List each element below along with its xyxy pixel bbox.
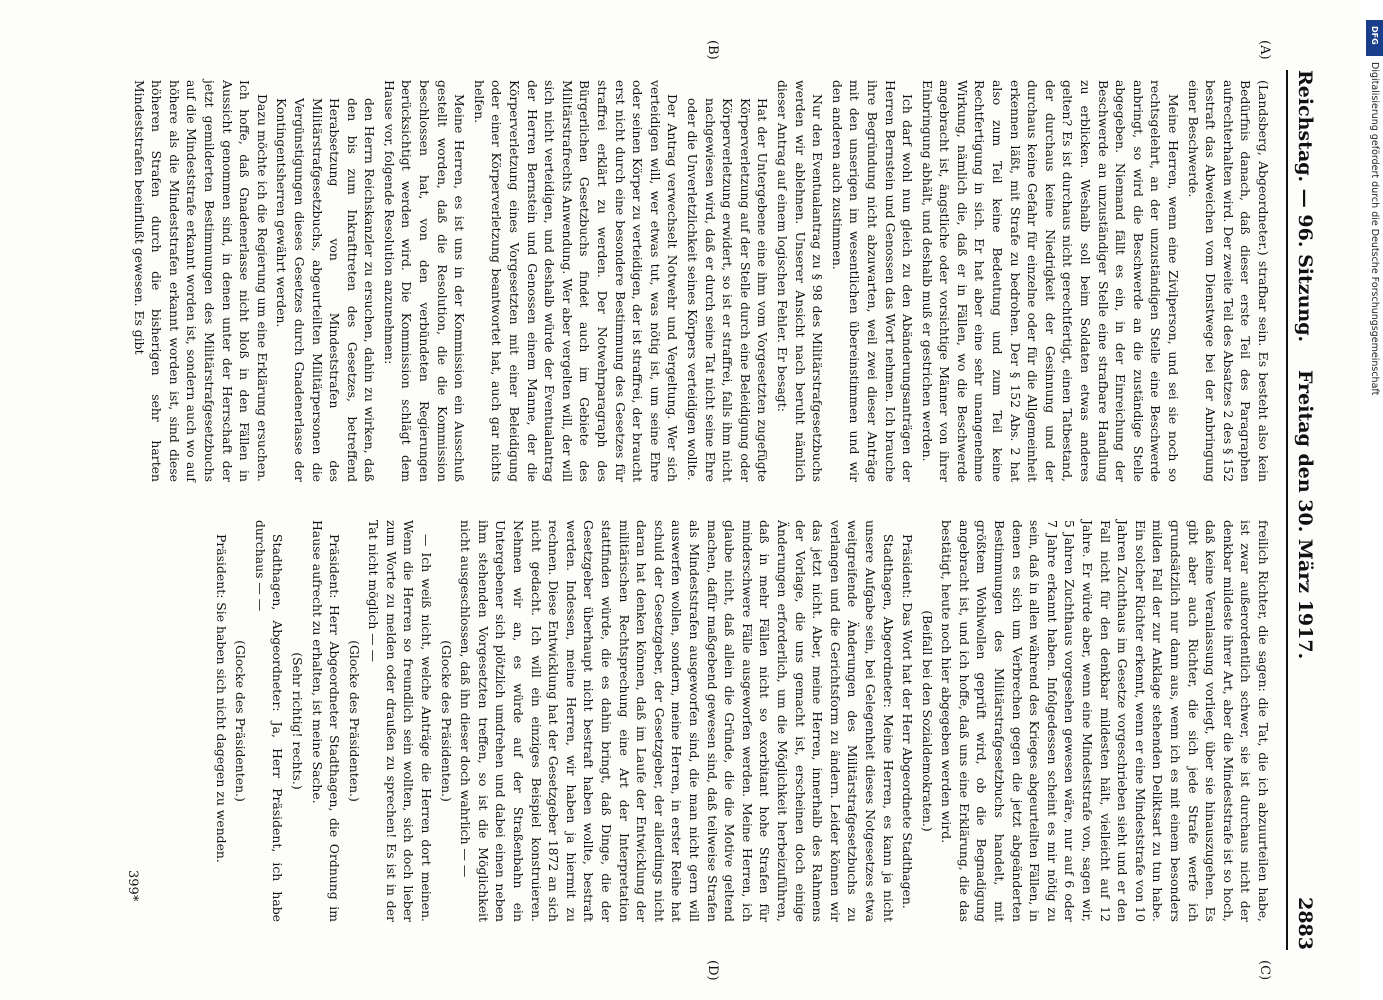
paragraph: Stadthagen, Abgeordneter: Ja, Herr Präsident, ich habe durchaus — — (252, 520, 286, 922)
paragraph: Der Antrag verwechselt Notwehr und Vergeltung. Wer sich verteidigen will, wer etwas tut, was nötig ist, um seine Ehre oder seinen Körper zu verteidigen, der ist straffrei, der braucht erst nicht durch eine besondere Bestimmung des Gesetzes für straffrei erklärt zu werden. Der Notwehrparagraph des Bürgerlichen Gesetzbuchs findet auch im Gebiete des Militärstrafrechts Anwendung. Wer aber vergelten will, der will sich nicht verteidigen, und deshalb würde der Eventualantrag der Herren Bernstein und Genossen einem Manne, der die Körperverletzung eines Vorgesetzten mit einer Beleidigung oder einer Körperverletzung beantwortet hat, auch gar nichts helfen. (471, 80, 681, 482)
margin-marker-a: (A) (1257, 40, 1272, 60)
digitization-footer (1366, 20, 1383, 990)
interjection: (Glocke des Präsidenten.) (233, 640, 249, 802)
president-remark: Präsident: Das Wort hat der Herr Abgeordnete Stadthagen. (900, 534, 916, 909)
paragraph: Nur den Eventualantrag zu § 98 des Militärstrafgesetzbuchs werden wir ablehnen. Unserer Ansicht nach beruht nämlich dieser Antrag auf einem logischen Fehler. Er besagt: (774, 80, 826, 482)
quoted-resolution: den Herrn Reichskanzler zu ersuchen, dahin zu wirken, daß den bis zum Inkrafttreten des Gesetzes, betreffend Herabsetzung von Mindeststrafen des Militärstrafgesetzbuchs, abgeurteilten Militärpersonen die Vergünstigungen dieses Gesetzes durch Gnadenerlasse der Kontingentsherren gewährt werden. (274, 98, 378, 482)
paragraph: Meine Herren, wenn eine Zivilperson, und sei sie noch so rechtsgelehrt, an der unzuständigen Stelle eine Beschwerde anbringt, so wird die Beschwerde an die zuständige Stelle abgegeben. Niemand fällt es ein, in der Einreichung der Beschwerde an unzuständiger Stelle eine strafbare Handlung zu erblicken. Weshalb soll beim Soldaten etwas anderes gelten? Es ist durchaus nicht gerechtfertigt, einen Tatbestand, der durchaus keine Niedrigkeit der Gesinnung und der durchaus keine Gefahr für einzelne oder für die Allgemeinheit erkennen läßt, mit Strafe zu bedrohen. Der § 152 Abs. 2 hat also zum Teil keine Bedeutung und zum Teil keine Rechtfertigung in sich. Er hat aber eine sehr unangenehme Wirkung, nämlich die, daß er in Fällen, wo die Beschwerde angebracht ist, ängstliche oder vorsichtige Männer von ihrer Einbringung abhält, und deshalb muß er gestrichen werden. (919, 80, 1182, 482)
margin-marker-c: (C) (1257, 960, 1272, 981)
header-session: Reichstag. — 96. Sitzung. (1294, 70, 1316, 343)
margin-marker-d: (D) (705, 960, 720, 981)
signature-mark: 399* (125, 870, 140, 902)
paragraph: Stadthagen, Abgeordneter: Meine Herren, es kann ja nicht unsere Aufgabe sein, bei Gelegenheit dieses Notgesetzes etwa weitgreifende Änderungen des Militärstrafgesetzbuchs zu verlangen und die Gerichtsform zu ändern. Leider können wir das jetzt nicht. Aber, meine Herren, innerhalb des Rahmens der Vorlage, die uns gemacht ist, erscheinen doch einige Änderungen erforderlich, um die Möglichkeit herbeizuführen, daß in mehr Fällen nicht so exorbitant hohe Strafen für minderschwere Fälle ausgeworfen werden. Meine Herren, ich glaube nicht, daß allein die Gründe, die die Motive geltend machen, dafür maßgebend gewesen sind, daß teilweise Strafen als Mindeststrafen ausgeworfen sind, die man nicht gern will auswerfen wollen, sondern, meine Herren, in erster Reihe hat schuld der Gesetzgeber, der Gesetzgeber, der allerdings nicht daran hat denken können, daß im Laufe der Entwicklung der militärischen Rechtsprechung eine Art der Interpretation stattfinden würde, die es dahin bringt, daß Dinge, die der Gesetzgeber überhaupt nicht bestraft haben wollte, bestraft werden. Indessen, meine Herren, wir haben ja hiermit zu rechnen. Diese Entwicklung hat der Gesetzgeber 1872 an sich nicht gedacht. Ich will ein einziges Beispiel konstruieren. Nehmen wir an, es würde auf der Straßenbahn ein Untergebener sich plötzlich umdrehen und dabei einen neben ihm stehenden Vorgesetzten treffen, so ist die Möglichkeit nicht ausgeschlossen, daß ihn dieser doch wahrlich — — (458, 520, 896, 922)
right-text-column (152, 520, 1272, 922)
paragraph: freilich Richter, die sagen: die Tat, die ich abzuurteilen habe, ist zwar außerordentlich schwer, sie ist durchaus nicht der denkbar mildeste ihrer Art, aber die Mindeststrafe ist so hoch, daß keine Veranlassung vorliegt, über sie hinauszugehen. Es gibt aber auch Richter, die sich jede Strafe werfe ich grundsätzlich nur dann aus, wenn ich es mit einem besonders milden Fall der zur Anklage stehenden Deliktsart zu tun habe. Ein solcher Richter erkennt, wenn er eine Mindeststrafe von 10 Jahren Zuchthaus im Gesetze vorgeschrieben sieht und er den Fall nicht für den denkbar mildesten hält, vielleicht auf 12 Jahre. Er würde aber, wenn eine Mindeststrafe von, sagen wir, 5 Jahren Zuchthaus vorgesehen gewesen wäre, nur auf 6 oder 7 Jahre erkannt haben. Infolgedessen scheint es mir nötig zu sein, daß in allen während des Krieges abgeurteilten Fällen, in denen es sich um Verbrechen gegen die jetzt abgeänderten Bestimmungen des Militärstrafgesetzbuchs handelt, mit größtem Wohlwollen geprüft wird, ob die Begnadigung angebracht ist, und ich hoffe, daß uns eine Erklärung, die das bestätigt, heute noch hier abgegeben werden wird. (939, 520, 1271, 922)
margin-marker-b: (B) (705, 40, 720, 60)
header-date: Freitag den 30. März 1917. (1294, 370, 1316, 660)
digitization-credit: Digitalisierung gefördert durch die Deutsche Forschungsgemeinschaft (1369, 62, 1380, 396)
interjection: (Beifall bei den Sozialdemokraten.) (919, 610, 935, 832)
page-header (1286, 70, 1322, 950)
interjection: (Glocke des Präsidenten.) (346, 640, 362, 802)
dfg-logo: DFG (1366, 20, 1383, 56)
quoted-motion: Hat der Untergebene eine ihm vom Vorgesetzten zugefügte Körperverletzung auf der Stelle durch eine Beleidigung oder Körperverletzung erwidert, so ist er straffrei, falls ihm nicht nachgewiesen wird, daß er durch seine Tat nicht seine Ehre oder die Unverletzlichkeit seines Körpers verteidigen wollte. (685, 98, 771, 482)
paragraph: Ich darf wohl nun gleich zu den Abänderungsanträgen der Herren Bernstein und Genossen das Wort nehmen. Ich brauche ihre Begründung nicht abzuwarten, weil zwei dieser Anträge mit den unserigen im wesentlichen übereinstimmen und wir den anderen auch zustimmen. (829, 80, 916, 482)
paragraph: (Landsberg, Abgeordneter.) strafbar sein. Es besteht also kein Bedürfnis danach, daß dieser erste Teil des Paragraphen aufrechterhalten wird. Der zweite Teil des Absatzes 2 des § 152 bestraft das Abweichen vom Dienstwege bei der Anbringung einer Beschwerde. (1185, 80, 1271, 482)
interjection: (Glocke des Präsidenten.) (438, 640, 454, 802)
president-remark: Präsident: Sie haben sich nicht dagegen zu wenden. (213, 534, 229, 863)
page-number: 2883 (1294, 897, 1316, 950)
president-remark: Präsident: Herr Abgeordneter Stadthagen, die Ordnung im Hause aufrecht zu erhalten, ist meine Sache. (309, 520, 343, 922)
left-text-column (131, 80, 1272, 482)
paragraph: Meine Herren, es ist uns in der Kommission ein Ausschuß gestellt worden, daß die Resolution, die die Kommission beschlossen hat, von den verbündeten Regierungen berücksichtigt werden wird. Die Kommission schlägt dem Hause vor, folgende Resolution anzunehmen: (381, 80, 468, 482)
paragraph: Dazu möchte ich die Regierung um eine Erklärung ersuchen. Ich hoffe, daß Gnadenerlasse nicht bloß in den Fällen in Aussicht genommen sind, in denen unter der Herrschaft der jetzt gemilderten Bestimmungen des Militärstrafgesetzbuchs auf die Mindeststrafe erkannt worden ist, sondern auch wo auf höhere als die Mindeststrafen erkannt worden ist, sind diese höheren Strafen durch die bisherigen sehr harten Mindeststrafen beeinflußt gewesen. Es gibt (131, 80, 270, 482)
interjection: (Sehr richtig! rechts.) (289, 652, 305, 790)
paragraph: — Ich weiß nicht, welche Anträge die Herren dort meinen. Wenn die Herren so freundlich sein wollten, sich doch lieber zum Worte zu melden oder draußen zu sprechen! Es ist in der Tat nicht möglich — — (366, 520, 435, 922)
